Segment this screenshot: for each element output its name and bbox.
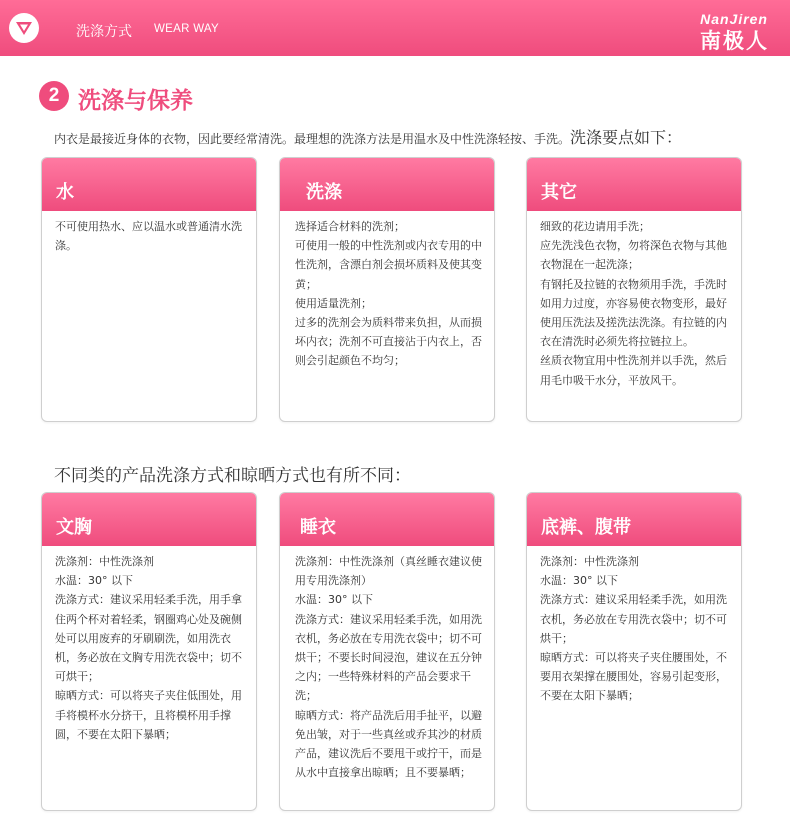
tip-line: 有钢托及拉链的衣物须用手洗，手洗时如用力过度，亦容易使衣物变形，最好使用压洗法及搓洗法洗涤。有拉链的内衣在清洗时必须先将拉链拉上。 <box>540 277 727 349</box>
tip-card-body <box>42 211 256 255</box>
product-card-body <box>42 546 256 744</box>
tip-line: 丝质衣物宜用中性洗剂并以手洗，然后用毛巾吸干水分，平放风干。 <box>540 354 727 387</box>
products-subtitle: 不同类的产品洗涤方式和晾晒方式也有所不同： <box>54 466 411 486</box>
product-line: 水温：30° 以下 <box>55 574 133 588</box>
intro-text <box>54 125 682 148</box>
product-card-sleepwear <box>279 492 495 811</box>
product-line: 洗涤剂：中性洗涤剂 <box>55 555 154 568</box>
product-line: 晾晒方式：可以将夹子夹住腰围处，不要用衣架撑在腰围处，容易引起变形，不要在太阳下暴晒； <box>540 651 727 703</box>
intro-body: 内衣是最接近身体的衣物，因此要经常清洗。最理想的洗涤方法是用温水及中性洗涤轻按、手洗。 <box>54 132 571 146</box>
product-line: 洗涤剂：中性洗涤剂（真丝睡衣建议使用专用洗涤剂） <box>295 555 482 588</box>
tip-card-other <box>526 157 742 422</box>
product-line: 晾晒方式：将产品洗后用手扯平，以避免出皱，对于一些真丝或乔其沙的材质产品，建议洗后不要甩干或拧干，而是从水中直接拿出晾晒；且不要暴晒； <box>295 708 482 780</box>
header-title: 洗涤方式 <box>76 24 132 40</box>
header-subtitle: WEAR WAY <box>154 23 220 35</box>
product-card-title: 底裤、腹带 <box>527 493 741 546</box>
header-bar <box>0 0 790 56</box>
section-number-badge: 2 <box>39 81 69 111</box>
section-title: 洗涤与保养 <box>78 88 193 114</box>
product-line: 洗涤方式：建议采用轻柔手洗，用手拿住两个杯对着轻柔，钢圈鸡心处及碗侧处可以用废弃的牙刷刷洗，如用洗衣机，务必放在文胸专用洗衣袋中；切不可烘干； <box>55 593 242 684</box>
tip-line: 选择适合材料的洗剂； <box>295 220 405 233</box>
product-card-body <box>280 546 494 782</box>
tip-card-body <box>280 211 494 371</box>
product-card-underwear <box>526 492 742 811</box>
product-card-body <box>527 546 741 706</box>
tip-card-body <box>527 211 741 390</box>
product-card-title: 文胸 <box>42 493 256 546</box>
intro-emphasis: 洗涤要点如下： <box>570 128 683 147</box>
tip-card-title: 其它 <box>527 158 741 211</box>
tip-card-water <box>41 157 257 422</box>
tip-line: 应先洗浅色衣物，勿将深色衣物与其他衣物混在一起洗涤； <box>540 239 727 272</box>
tip-card-washing <box>279 157 495 422</box>
product-line: 水温：30° 以下 <box>540 574 618 588</box>
tip-line: 不可使用热水、应以温水或普通清水洗涤。 <box>55 220 242 253</box>
product-line: 洗涤方式：建议采用轻柔手洗，如用洗衣机，务必放在专用洗衣袋中；切不可烘干；不要长时间浸泡，建议在五分钟之内；一些特殊材料的产品会要求干洗； <box>295 612 482 703</box>
tip-card-title: 水 <box>42 158 256 211</box>
tip-line: 使用适量洗剂； <box>295 296 372 310</box>
product-line: 晾晒方式：可以将夹子夹住低围处，用手将模杯水分挤干，且将模杯用手撑圆，不要在太阳下暴晒； <box>55 689 242 741</box>
product-line: 洗涤剂：中性洗涤剂 <box>540 555 639 568</box>
tip-line: 过多的洗剂会为质料带来负担，从而损坏内衣；洗剂不可直接沾于内衣上，否则会引起颜色不均匀； <box>295 316 482 368</box>
product-card-title: 睡衣 <box>280 493 494 546</box>
tip-card-title: 洗涤 <box>280 158 494 211</box>
brand-logo-en: NanJiren <box>700 11 768 27</box>
product-line: 洗涤方式：建议采用轻柔手洗，如用洗衣机，务必放在专用洗衣袋中；切不可烘干； <box>540 593 727 645</box>
product-card-bra <box>41 492 257 811</box>
tip-line: 细致的花边请用手洗； <box>540 220 650 233</box>
product-line: 水温：30° 以下 <box>295 593 373 607</box>
chevron-down-circle-icon <box>9 13 39 43</box>
tip-line: 可使用一般的中性洗剂或内衣专用的中性洗剂，含漂白剂会损坏质料及使其变黄； <box>295 239 482 291</box>
brand-logo-cn: 南极人 <box>700 29 769 53</box>
